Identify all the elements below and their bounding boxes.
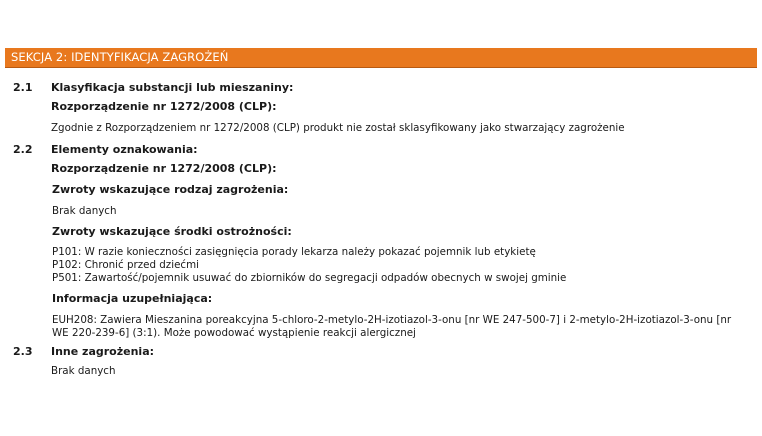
euh208-line-2: WE 220-239-6] (3:1). Może powodować wystąpienie reakcji alergicznej [52, 327, 416, 339]
hazard-statements-text: Brak danych [52, 205, 117, 217]
p101-statement: P101: W razie konieczności zasięgnięcia porady lekarza należy pokazać pojemnik lub etykietę [52, 246, 536, 258]
precautionary-statements-heading: Zwroty wskazujące środki ostrożności: [52, 225, 292, 238]
p501-statement: P501: Zawartość/pojemnik usuwać do zbiorników do segregacji odpadów obecnych w swojej gminie [52, 272, 567, 284]
heading-classification: Klasyfikacja substancji lub mieszaniny: [51, 81, 294, 94]
heading-other-hazards: Inne zagrożenia: [51, 345, 155, 358]
section-header [5, 48, 757, 68]
classification-text: Zgodnie z Rozporządzeniem nr 1272/2008 (CLP) produkt nie został sklasyfikowany jako stwarzający zagrożenie [51, 122, 625, 134]
regulation-heading-2: Rozporządzenie nr 1272/2008 (CLP): [51, 162, 277, 175]
supplementary-info-heading: Informacja uzupełniająca: [52, 292, 213, 305]
euh208-line-1: EUH208: Zawiera Mieszanina poreakcyjna 5-chloro-2-metylo-2H-izotiazol-3-onu [nr WE 247-500-7] i 2-metylo-2H-izotiazol-3-onu [nr [52, 314, 732, 326]
section-number-2-3: 2.3 [13, 345, 33, 358]
heading-label-elements: Elementy oznakowania: [51, 143, 198, 156]
section-number-2-2: 2.2 [13, 143, 33, 156]
section-title: SEKCJA 2: IDENTYFIKACJA ZAGROŻEŃ [11, 50, 229, 64]
regulation-heading: Rozporządzenie nr 1272/2008 (CLP): [51, 100, 277, 113]
hazard-statements-heading: Zwroty wskazujące rodzaj zagrożenia: [52, 183, 289, 196]
section-number-2-1: 2.1 [13, 81, 33, 94]
p102-statement: P102: Chronić przed dziećmi [52, 259, 199, 271]
other-hazards-text: Brak danych [51, 365, 116, 377]
